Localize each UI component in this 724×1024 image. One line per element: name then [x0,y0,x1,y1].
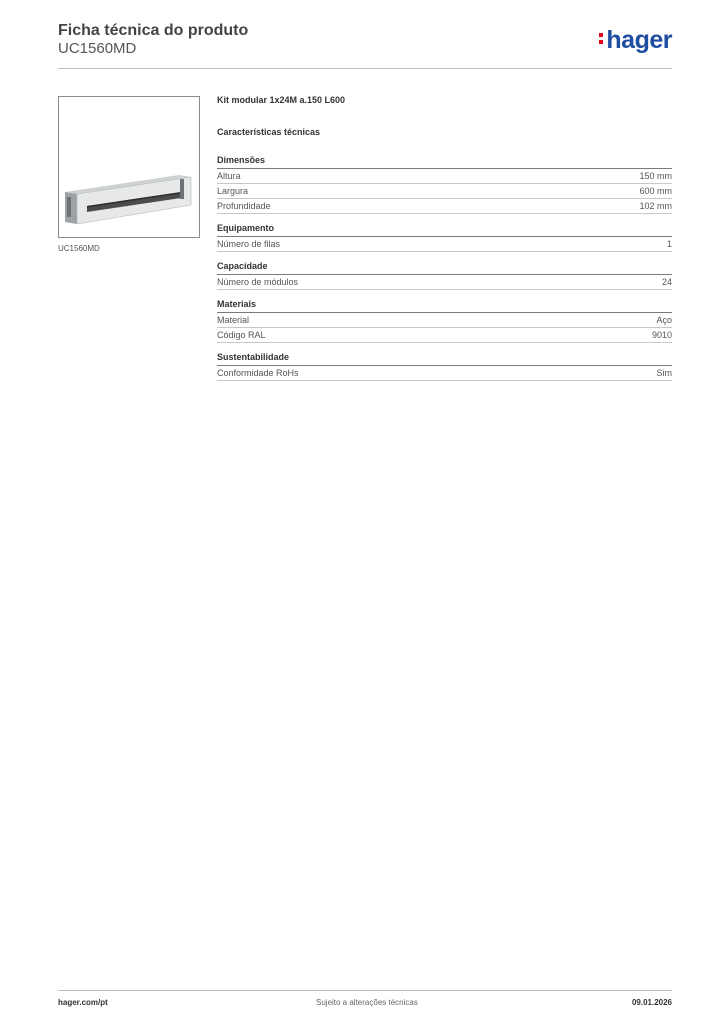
spec-row [217,328,672,343]
logo-text: hager [606,26,672,54]
spec-row [217,366,672,381]
spec-value: 9010 [651,330,672,340]
spec-row [217,313,672,328]
spec-label: Largura [217,186,249,196]
product-name: Kit modular 1x24M a.150 L600 [217,95,346,105]
spec-value: 1 [666,239,672,249]
product-image [58,96,200,238]
spec-group-dimensions [217,155,672,214]
group-title: Equipamento [217,223,672,237]
spec-label: Conformidade RoHs [217,368,299,378]
page-header [58,20,672,70]
hager-logo [599,26,672,55]
spec-group-capacity [217,261,672,290]
spec-label: Profundidade [217,201,271,211]
spec-value: 102 mm [639,201,672,211]
product-code: UC1560MD [58,40,137,57]
spec-value: 24 [661,277,672,287]
spec-row [217,275,672,290]
spec-group-sustainability [217,352,672,381]
spec-label: Número de filas [217,239,281,249]
footer-date: 09.01.2026 [631,998,672,1007]
logo-dots-icon [599,30,604,47]
spec-label: Código RAL [217,330,266,340]
spec-label: Material [217,315,250,325]
modular-panel-icon [59,97,199,237]
spec-row [217,237,672,252]
footer-note: Sujeito a alterações técnicas [316,998,418,1007]
group-title: Dimensões [217,155,672,169]
spec-row [217,184,672,199]
spec-label: Número de módulos [217,277,299,287]
group-title: Materiais [217,299,672,313]
spec-label: Altura [217,171,241,181]
spec-group-materials [217,299,672,343]
group-title: Capacidade [217,261,672,275]
spec-row [217,199,672,214]
spec-row [217,169,672,184]
spec-value: Sim [656,368,672,378]
spec-value: 600 mm [639,186,672,196]
spec-value: 150 mm [639,171,672,181]
group-title: Sustentabilidade [217,352,672,366]
footer-website-link[interactable]: hager.com/pt [58,998,108,1007]
specs-section [217,95,672,390]
footer-divider [58,990,672,991]
spec-section-title: Características técnicas [217,127,321,137]
spec-value: Aço [656,315,672,325]
header-divider [58,68,672,69]
document-title: Ficha técnica do produto [58,22,249,39]
spec-group-equipment [217,223,672,252]
image-caption: UC1560MD [58,244,100,253]
